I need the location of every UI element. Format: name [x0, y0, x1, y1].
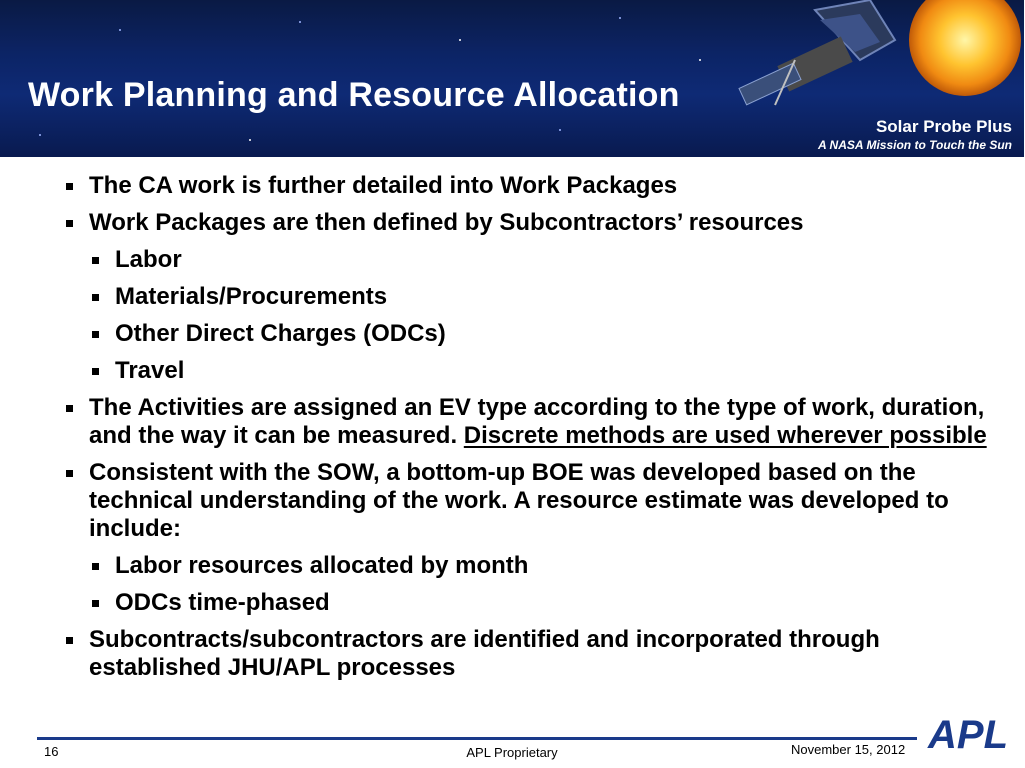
square-bullet-icon — [92, 257, 99, 264]
mission-branding — [818, 117, 1012, 153]
square-bullet-icon — [66, 183, 73, 190]
sub-bullet-item — [62, 320, 992, 348]
square-bullet-icon — [92, 563, 99, 570]
square-bullet-icon — [66, 220, 73, 227]
sub-bullet-item — [62, 246, 992, 274]
square-bullet-icon — [66, 405, 73, 412]
sun-icon — [905, 0, 1025, 100]
slide-header — [0, 0, 1024, 157]
underlined-emphasis: Discrete methods are used wherever possible — [463, 422, 987, 449]
sub-bullet-item — [62, 552, 992, 580]
bullet-item — [62, 394, 992, 450]
apl-logo-text: APL — [928, 713, 1008, 757]
sub-bullet-item — [62, 283, 992, 311]
presentation-date: November 15, 2012 — [791, 742, 906, 757]
sub-bullet-text: Labor — [115, 246, 182, 273]
bullet-text: Consistent with the SOW, a bottom-up BOE was developed based on the technical understanding of the work. A resource estimate was developed to include: — [89, 459, 949, 542]
bullet-item — [62, 209, 992, 237]
slide-number: 16 — [44, 744, 59, 759]
sub-bullet-text: Labor resources allocated by month — [115, 552, 529, 579]
mission-tagline: A NASA Mission to Touch the Sun — [818, 138, 1012, 152]
bullet-item — [62, 626, 992, 682]
bullet-list — [62, 172, 992, 682]
mission-name: Solar Probe Plus — [875, 117, 1012, 136]
square-bullet-icon — [92, 600, 99, 607]
sub-bullet-text: Other Direct Charges (ODCs) — [115, 320, 446, 347]
square-bullet-icon — [92, 331, 99, 338]
bullet-item — [62, 459, 992, 543]
sub-bullet-text: Materials/Procurements — [115, 283, 388, 310]
sub-bullet-item — [62, 357, 992, 385]
square-bullet-icon — [66, 470, 73, 477]
spacecraft-icon — [720, 0, 920, 130]
square-bullet-icon — [92, 294, 99, 301]
bullet-text: Subcontracts/subcontractors are identified and incorporated through established JHU/APL processes — [89, 626, 880, 681]
footer-divider — [37, 737, 917, 740]
sub-bullet-text: Travel — [115, 357, 185, 384]
proprietary-notice: APL Proprietary — [466, 745, 558, 760]
square-bullet-icon — [66, 637, 73, 644]
slide-body — [62, 172, 992, 691]
bullet-text: The CA work is further detailed into Work Packages — [89, 172, 678, 199]
sub-bullet-item — [62, 589, 992, 617]
sub-bullet-text: ODCs time-phased — [115, 589, 330, 616]
square-bullet-icon — [92, 368, 99, 375]
bullet-text: The Activities are assigned an EV type according to the type of work, duration, and the way it can be measured. — [89, 394, 985, 449]
bullet-item — [62, 172, 992, 200]
slide-title: Work Planning and Resource Allocation — [28, 76, 680, 114]
apl-logo — [926, 712, 1008, 757]
bullet-text: Work Packages are then defined by Subcontractors’ resources — [89, 209, 804, 236]
